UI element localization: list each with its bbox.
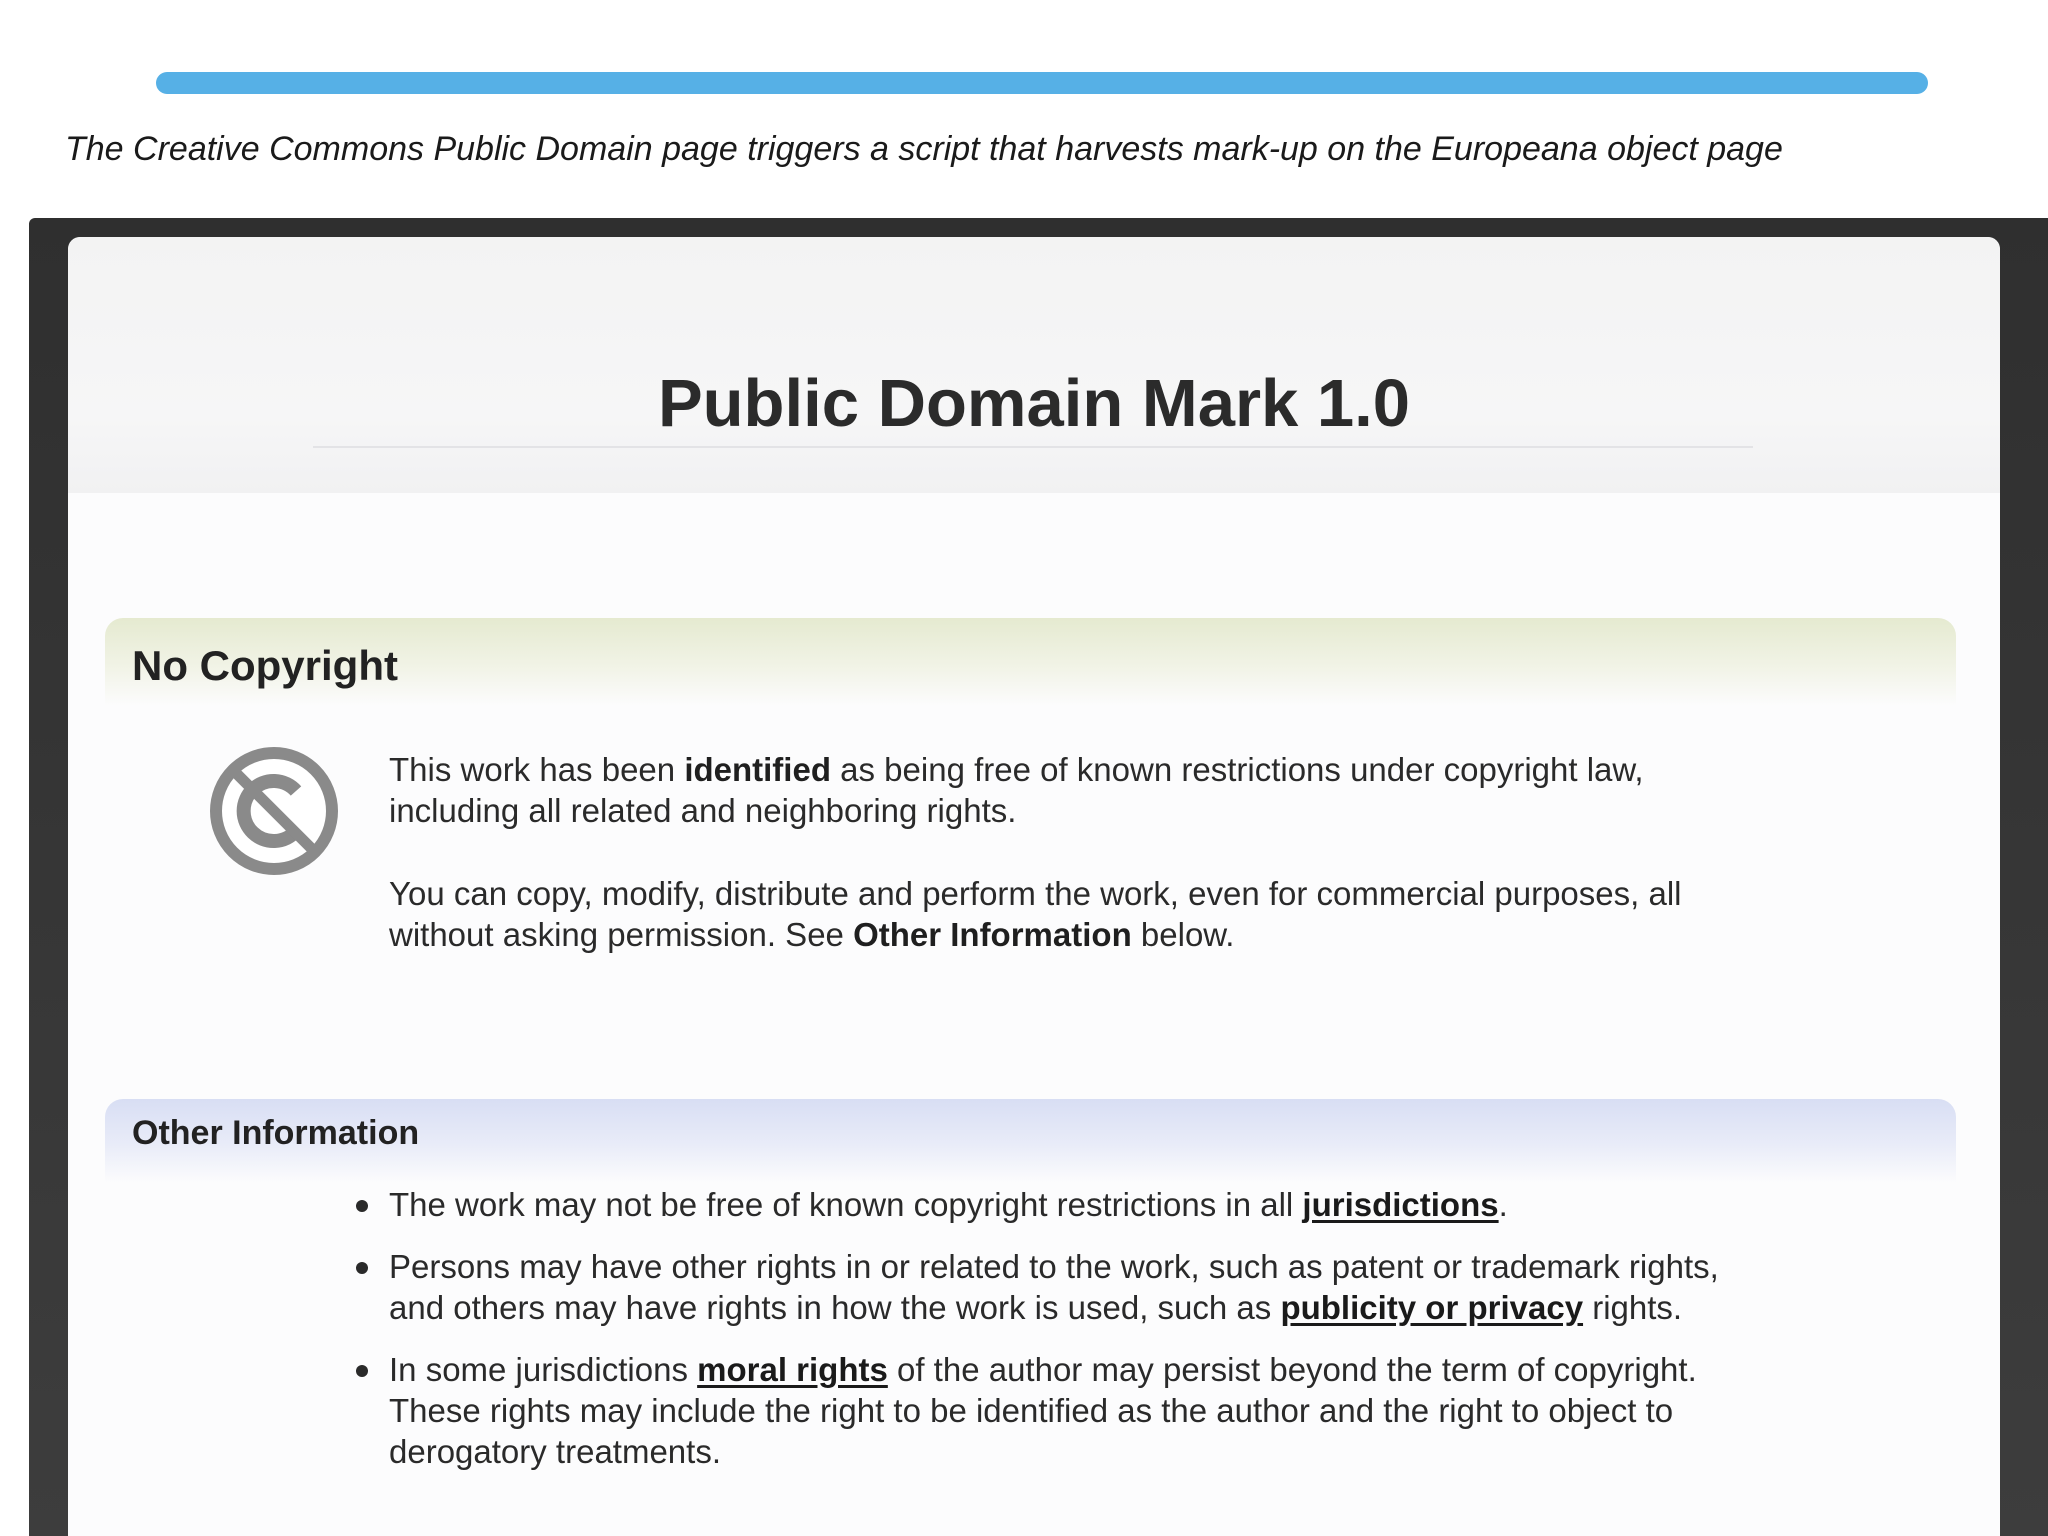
list-item (389, 1246, 1749, 1328)
p1-text-a: This work has been (389, 751, 685, 788)
p2-emphasis: Other Information (853, 916, 1132, 953)
browser-page (68, 237, 2000, 1536)
b3-text-b: of the author may persist beyond the term of copyright. These rights may include the right to be identified as the author and the right to object to derogatory treatments. (389, 1351, 1697, 1470)
no-copyright-heading: No Copyright (132, 642, 398, 689)
moral-rights-link[interactable]: moral rights (697, 1351, 888, 1388)
p1-text-c: as being free of known restrictions under copyright law, including all related and neighboring rights. (389, 751, 1644, 829)
b1-text-a: The work may not be free of known copyright restrictions in all (389, 1186, 1303, 1223)
b2-text-a: Persons may have other rights in or related to the work, such as patent or trademark rights, and others may have rights in how the work is used, such as (389, 1248, 1719, 1326)
b2-text-b: rights. (1583, 1289, 1683, 1326)
list-item (389, 1349, 1749, 1472)
publicity-privacy-link[interactable]: publicity or privacy (1280, 1289, 1584, 1326)
jurisdictions-link[interactable]: jurisdictions (1302, 1186, 1499, 1223)
p2-text-c: below. (1131, 916, 1235, 953)
b1-text-b: . (1498, 1186, 1508, 1223)
no-copyright-text-1 (389, 749, 1709, 831)
b3-text-a: In some jurisdictions (389, 1351, 698, 1388)
other-information-list (389, 1184, 1749, 1493)
list-item (389, 1184, 1749, 1225)
other-information-heading: Other Information (132, 1114, 420, 1152)
slide-caption: The Creative Commons Public Domain page triggers a script that harvests mark-up on the Europeana object page (65, 130, 1783, 168)
title-divider (313, 446, 1753, 448)
page-title: Public Domain Mark 1.0 (657, 366, 1411, 441)
no-copyright-icon (208, 745, 340, 877)
no-copyright-text-2 (389, 873, 1709, 955)
p1-emphasis: identified (684, 751, 831, 788)
accent-bar (156, 72, 1928, 94)
p2-text-a: You can copy, modify, distribute and perform the work, even for commercial purposes, all without asking permission. See (389, 875, 1682, 953)
